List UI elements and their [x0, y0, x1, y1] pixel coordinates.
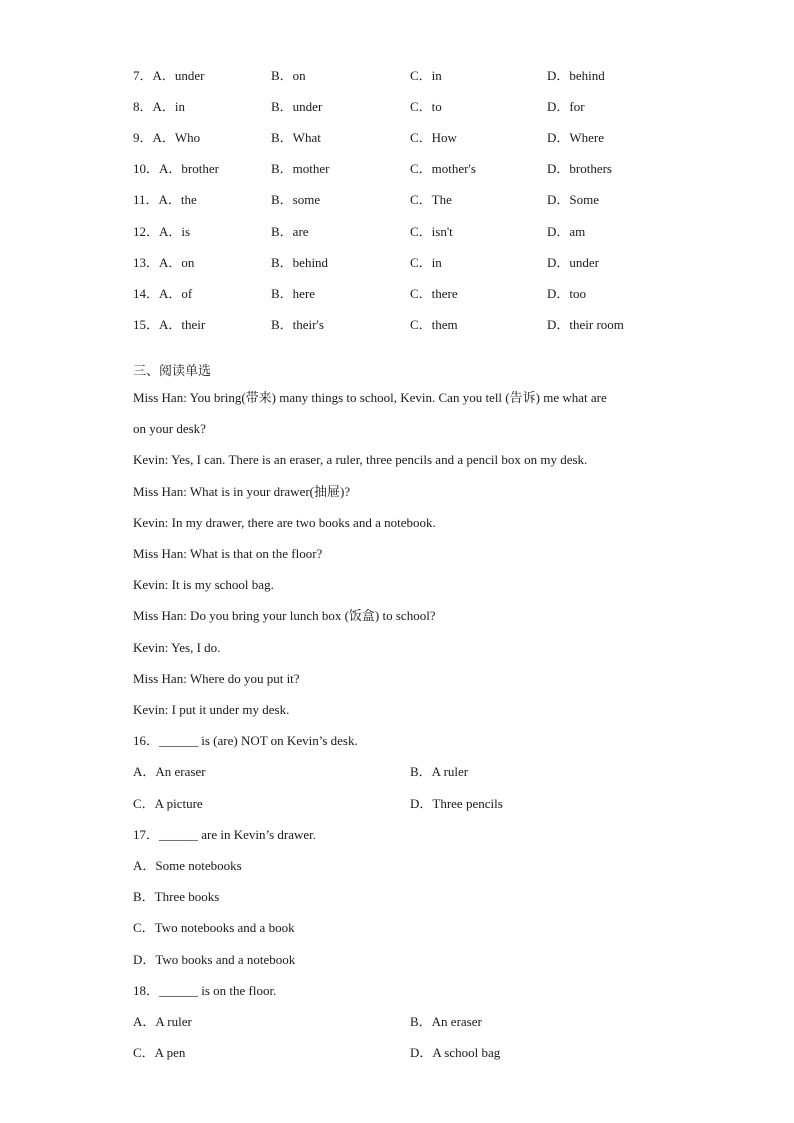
question-7-option-b: B．on — [271, 68, 306, 83]
question-16-option-b: B．A ruler — [410, 764, 469, 779]
question-12-option-c: C．isn't — [410, 224, 453, 239]
question-13-option-d: D．under — [547, 255, 599, 270]
question-15-option-c: C．them — [410, 317, 458, 332]
dialogue-line: Kevin: Yes, I do. — [133, 640, 221, 655]
question-9-option-c: C．How — [410, 130, 457, 145]
dialogue-line: Miss Han: What is that on the floor? — [133, 546, 323, 561]
question-8-option-a: 8．A．in — [133, 99, 186, 114]
question-11-option-d: D．Some — [547, 192, 600, 207]
question-16-option-d: D．Three pencils — [410, 796, 503, 811]
question-16-stem: 16．______ is (are) NOT on Kevin’s desk. — [133, 733, 358, 748]
question-9-option-b: B．What — [271, 130, 321, 145]
question-18-stem: 18．______ is on the floor. — [133, 983, 277, 998]
question-13-option-b: B．behind — [271, 255, 329, 270]
question-15-option-b: B．their's — [271, 317, 324, 332]
question-18-option-a: A．A ruler — [133, 1014, 192, 1029]
question-9-option-d: D．Where — [547, 130, 605, 145]
question-7-option-d: D．behind — [547, 68, 605, 83]
question-11-option-b: B．some — [271, 192, 321, 207]
dialogue-line: Miss Han: What is in your drawer(抽屉)? — [133, 484, 351, 499]
question-16-options-row-1 — [133, 762, 673, 782]
question-16-option-c: C．A picture — [133, 796, 203, 811]
question-16-options-row-2 — [133, 794, 673, 814]
dialogue-line: Kevin: In my drawer, there are two books and a notebook. — [133, 515, 436, 530]
question-18-options-row-1 — [133, 1012, 673, 1032]
question-14-option-c: C．there — [410, 286, 458, 301]
question-10-option-c: C．mother's — [410, 161, 476, 176]
question-11-option-a: 11．A．the — [133, 192, 197, 207]
question-13-option-c: C．in — [410, 255, 442, 270]
question-8-option-c: C．to — [410, 99, 442, 114]
question-11-option-c: C．The — [410, 192, 452, 207]
question-18-option-c: C．A pen — [133, 1045, 186, 1060]
question-10-option-b: B．mother — [271, 161, 330, 176]
question-7-option-a: 7．A．under — [133, 68, 205, 83]
dialogue-line: Miss Han: You bring(带来) many things to school, Kevin. Can you tell (告诉) me what are — [133, 390, 607, 405]
dialogue-line: Kevin: It is my school bag. — [133, 577, 274, 592]
question-12-option-a: 12．A．is — [133, 224, 191, 239]
question-10-option-a: 10．A．brother — [133, 161, 219, 176]
dialogue-line: on your desk? — [133, 421, 206, 436]
dialogue-line: Miss Han: Do you bring your lunch box (饭盒) to school? — [133, 608, 436, 623]
dialogue-line: Miss Han: Where do you put it? — [133, 671, 300, 686]
question-17-option-a: A．Some notebooks — [133, 858, 242, 873]
question-14-option-a: 14．A．of — [133, 286, 193, 301]
section-title-reading: 三、阅读单选 — [133, 364, 212, 379]
question-16-option-a: A．An eraser — [133, 764, 206, 779]
question-15-option-a: 15．A．their — [133, 317, 206, 332]
question-17-option-c: C．Two notebooks and a book — [133, 920, 295, 935]
question-12-option-d: D．am — [547, 224, 586, 239]
question-7-option-c: C．in — [410, 68, 442, 83]
question-15-option-d: D．their room — [547, 317, 624, 332]
question-8-option-b: B．under — [271, 99, 323, 114]
question-8-option-d: D．for — [547, 99, 585, 114]
question-18-option-b: B．An eraser — [410, 1014, 482, 1029]
question-18-option-d: D．A school bag — [410, 1045, 501, 1060]
question-14-option-d: D．too — [547, 286, 587, 301]
dialogue-line: Kevin: Yes, I can. There is an eraser, a ruler, three pencils and a pencil box on my desk. — [133, 452, 588, 467]
dialogue-line: Kevin: I put it under my desk. — [133, 702, 290, 717]
question-12-option-b: B．are — [271, 224, 309, 239]
question-9-option-a: 9．A．Who — [133, 130, 201, 145]
question-17-option-d: D．Two books and a notebook — [133, 952, 296, 967]
question-13-option-a: 13．A．on — [133, 255, 195, 270]
question-17-stem: 17．______ are in Kevin’s drawer. — [133, 827, 317, 842]
question-14-option-b: B．here — [271, 286, 316, 301]
question-18-options-row-2 — [133, 1043, 673, 1063]
question-10-option-d: D．brothers — [547, 161, 612, 176]
question-17-option-b: B．Three books — [133, 889, 220, 904]
